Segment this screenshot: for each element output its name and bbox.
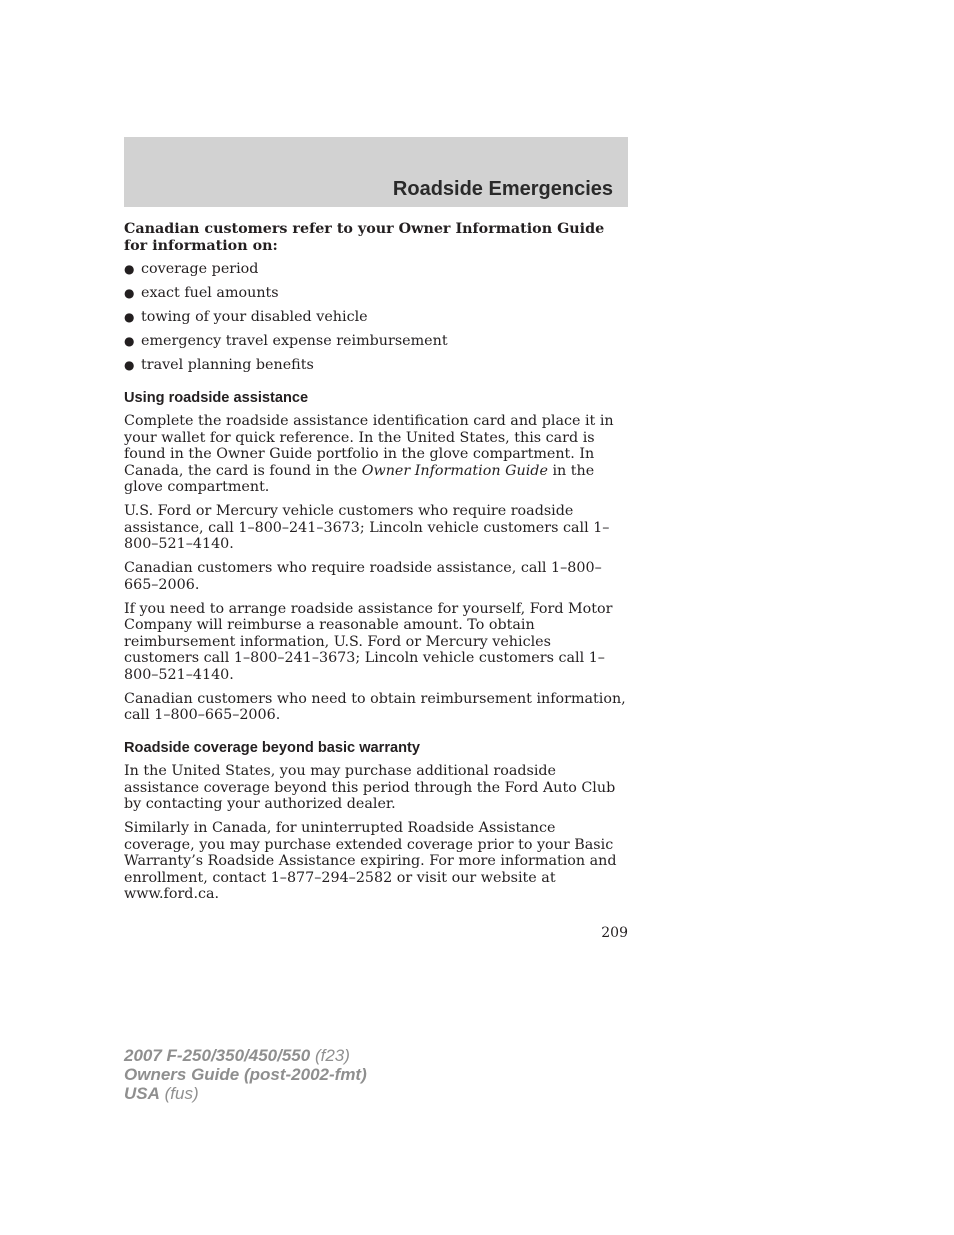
- list-item: ● travel planning benefits: [124, 357, 314, 374]
- page-number: 209: [601, 925, 628, 941]
- list-item: ● coverage period: [124, 261, 259, 277]
- us-phone-paragraph: U.S. Ford or Mercury vehicle customers who require roadside assistance, call 1–800–241–3673; Lincoln vehicle customers call 1–800–521–4140.: [124, 503, 610, 553]
- section-header-band: [124, 137, 628, 207]
- section-title: Roadside Emergencies: [392, 178, 613, 200]
- bullet-icon: ●: [124, 286, 135, 301]
- canada-coverage-paragraph: Similarly in Canada, for uninterrupted Roadside Assistance coverage, you may purchase extended coverage prior to your Basic Warranty’s Roadside Assistance expiring. For more information and enrollment, contact 1–877–294–2582 or visit our website at www.ford.ca.: [124, 820, 617, 903]
- reimbursement-paragraph: If you need to arrange roadside assistance for yourself, Ford Motor Company will reimburse a reasonable amount. To obtain reimbursement information, U.S. Ford or Mercury vehicles customers call 1–800–241–3673; Lincoln vehicle customers call 1–800–521–4140.: [124, 600, 613, 683]
- bullet-icon: ●: [124, 334, 135, 349]
- list-item: ● towing of your disabled vehicle: [124, 309, 368, 326]
- canada-phone-paragraph: Canadian customers who require roadside assistance, call 1–800–665–2006.: [124, 560, 602, 593]
- bullet-icon: ●: [124, 310, 135, 325]
- bullet-icon: ●: [124, 358, 135, 373]
- list-item: ● emergency travel expense reimbursement: [124, 333, 448, 350]
- list-item: ● exact fuel amounts: [124, 285, 279, 302]
- us-coverage-paragraph: In the United States, you may purchase additional roadside assistance coverage beyond this period through the Ford Auto Club by contacting your authorized dealer.: [124, 763, 616, 813]
- intro-text: Canadian customers refer to your Owner Information Guide for information on:: [124, 221, 605, 254]
- info-list: [124, 261, 630, 374]
- coverage-heading: Roadside coverage beyond basic warranty: [124, 739, 421, 756]
- card-paragraph: Complete the roadside assistance identification card and place it in your wallet for quick reference. In the United States, this card is found in the Owner Guide portfolio in the glove compartment. In Canada, the card is found in the Owner Information Guide in the glove compartment.: [124, 413, 614, 496]
- using-roadside-heading: Using roadside assistance: [124, 389, 309, 406]
- document-footer: 2007 F-250/350/450/550 (f23) Owners Guide (post-2002-fmt) USA (fus): [124, 1046, 367, 1103]
- canada-reimbursement-paragraph: Canadian customers who need to obtain reimbursement information, call 1–800–665–2006.: [124, 690, 626, 724]
- page-content: [124, 221, 630, 910]
- bullet-icon: ●: [124, 262, 135, 276]
